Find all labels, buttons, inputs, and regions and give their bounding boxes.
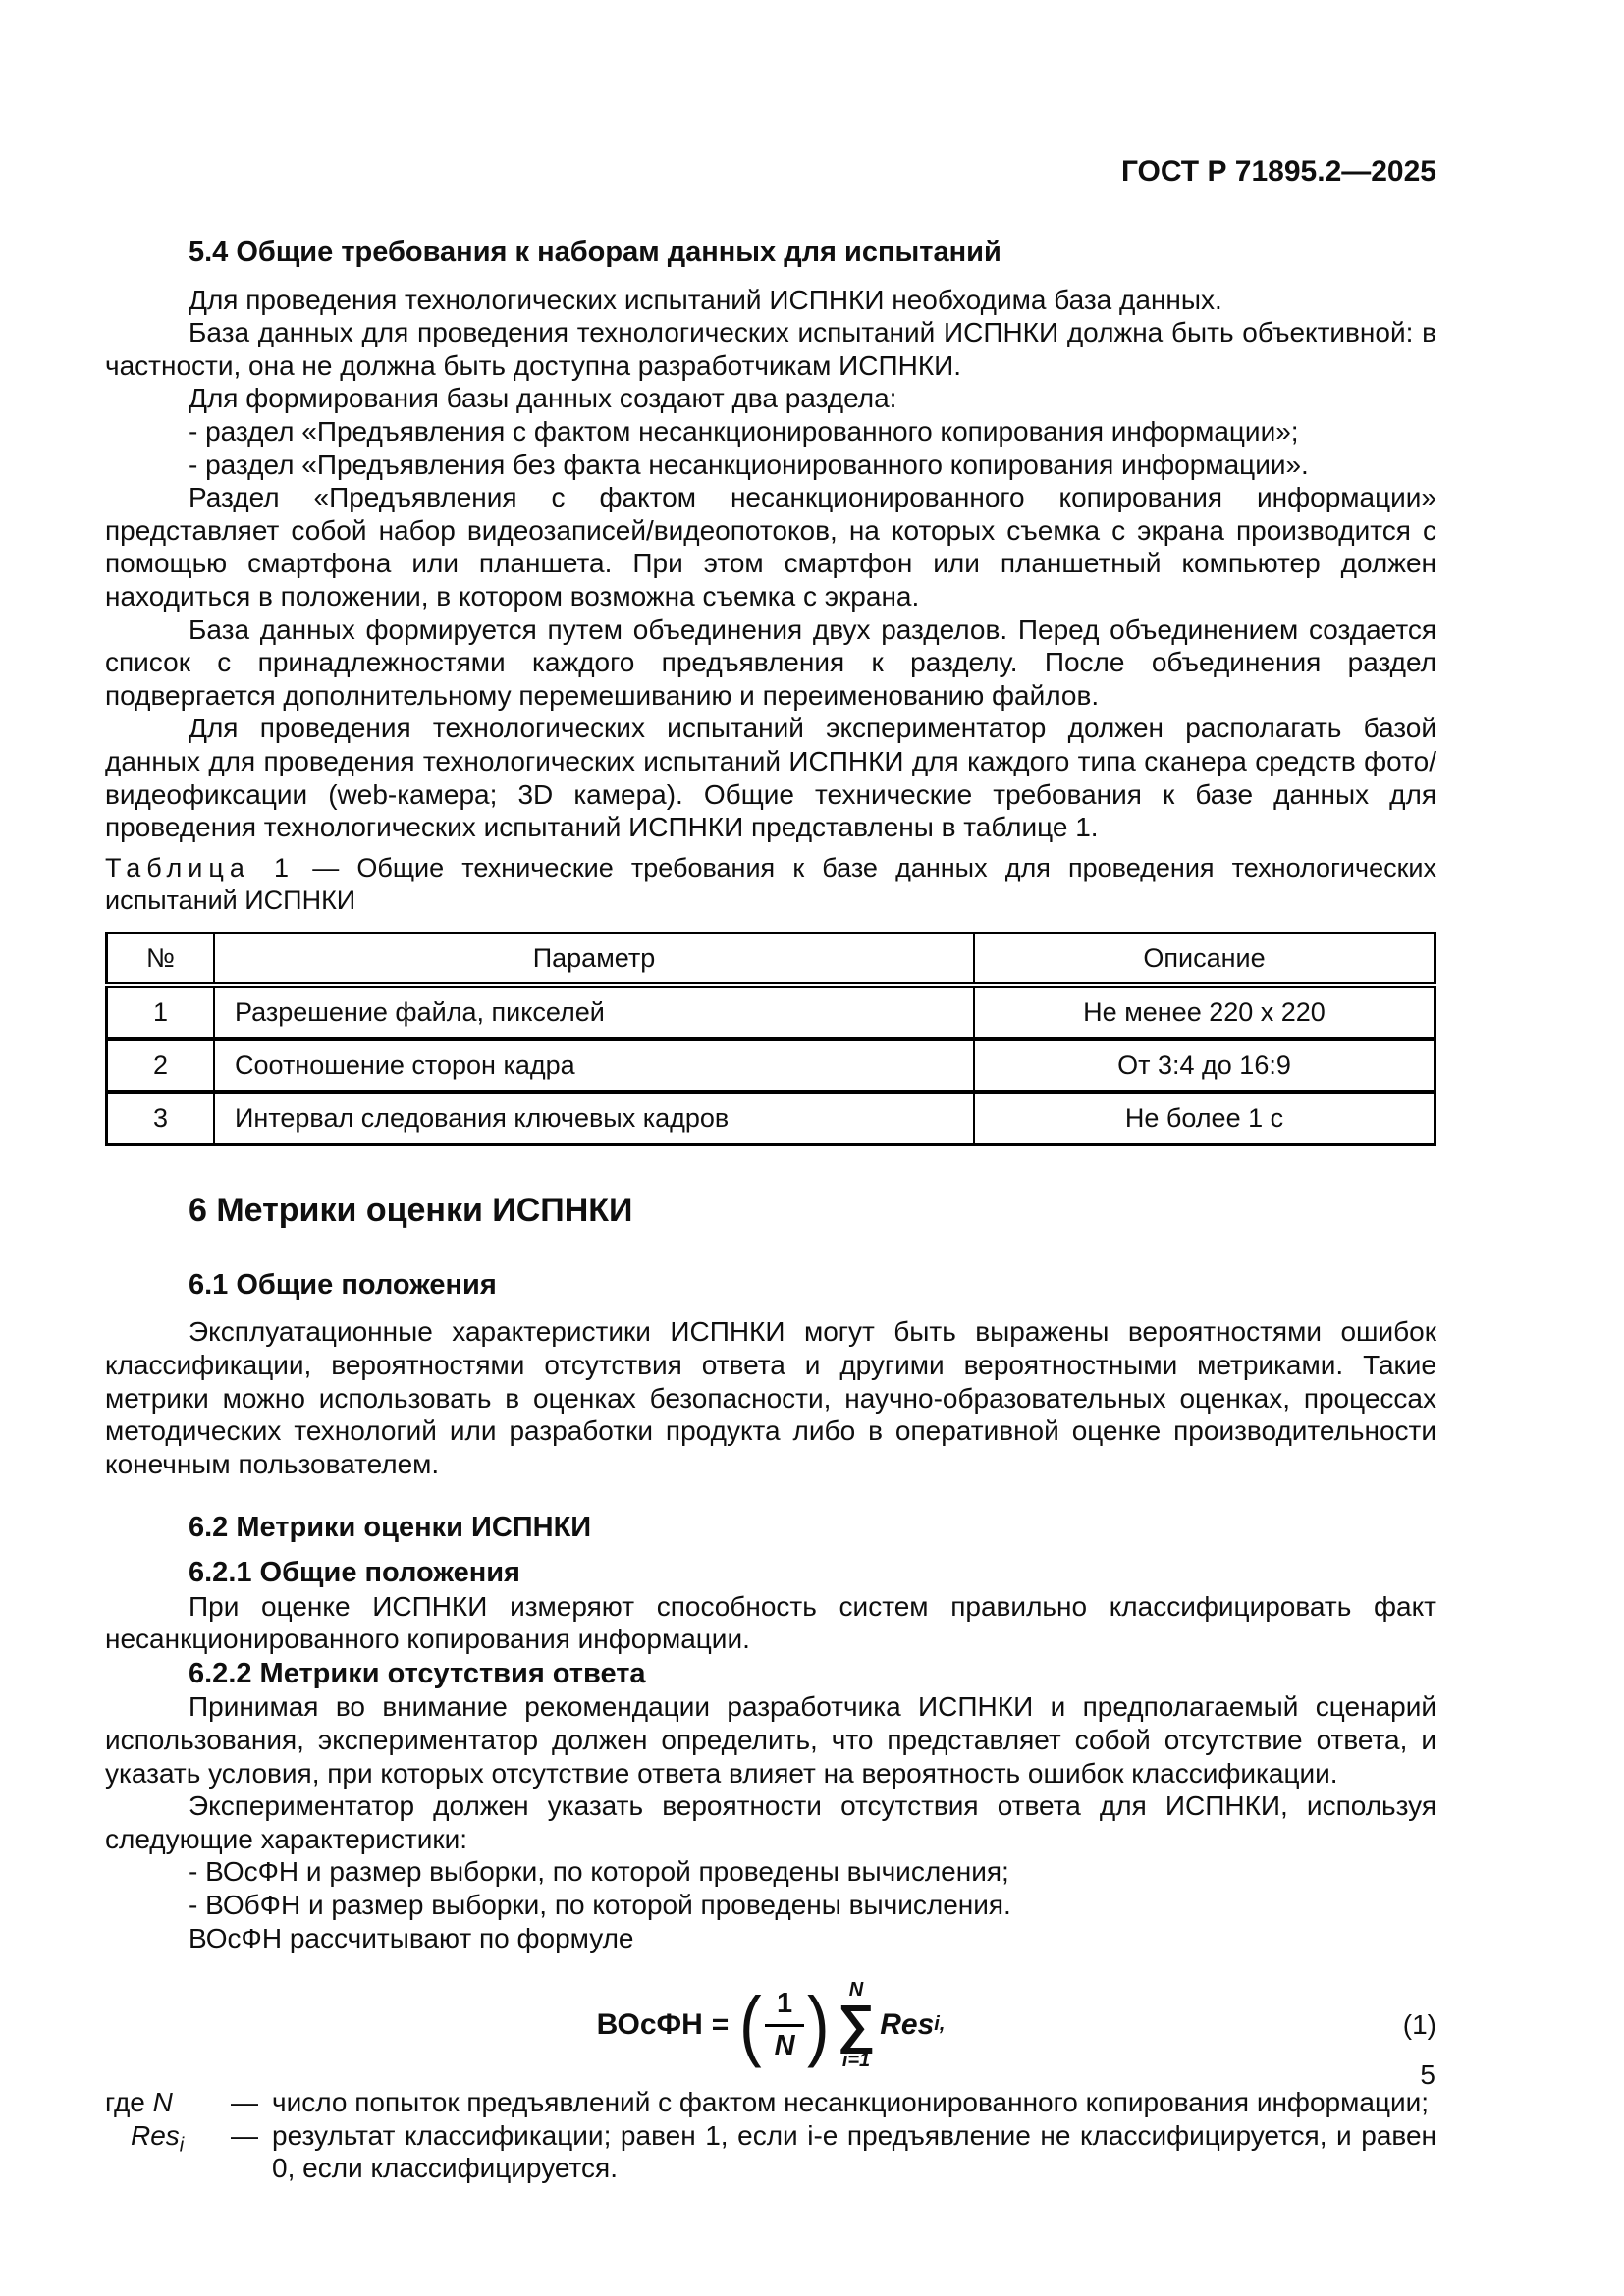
- paragraph: Экспериментатор должен указать вероятности отсутствия ответа для ИСПНКИ, используя следующие характеристики:: [105, 1790, 1436, 1854]
- section-5-4-title: 5.4 Общие требования к наборам данных для испытаний: [189, 237, 1001, 268]
- cell-param: Соотношение сторон кадра: [214, 1039, 974, 1092]
- table-caption: [105, 852, 1436, 918]
- page-number: 5: [1420, 2059, 1435, 2090]
- paragraph: Для формирования базы данных создают два раздела:: [189, 383, 897, 414]
- formula-paren-close: ): [807, 1981, 830, 2069]
- table-caption-label: Таблица 1: [105, 852, 296, 882]
- table-header-num: №: [107, 933, 215, 985]
- paragraph: Эксплуатационные характеристики ИСПНКИ могут быть выражены вероятностями ошибок классификации, вероятностями отсутствия ответа и другими вероятностными метриками. Такие метрики можно использовать в оценках безопасности, научно-образовательных оценках, процессах методических технологий или разработки продукта либо в оперативной оценке производительности конечным пользователем.: [105, 1316, 1436, 1479]
- fraction-numerator: 1: [765, 1988, 804, 2026]
- fraction-denominator: N: [774, 2029, 795, 2061]
- cell-param: Разрешение файла, пикселей: [214, 985, 974, 1039]
- sum-upper-limit: N: [848, 1979, 864, 2002]
- cell-desc: Не менее 220 x 220: [974, 985, 1435, 1039]
- requirements-table: [105, 932, 1436, 1146]
- cell-num: 1: [107, 985, 215, 1039]
- where-symbol: N: [152, 2087, 173, 2118]
- where-symbol-subscript: i: [179, 2134, 185, 2157]
- table-caption-text: — Общие технические требования к базе данных для проведения технологических испытаний ИСПНКИ: [105, 852, 1436, 916]
- where-dash: —: [231, 2087, 258, 2118]
- formula-paren-open: (: [739, 1981, 762, 2069]
- formula-number: (1): [1402, 2009, 1436, 2041]
- cell-num: 2: [107, 1039, 215, 1092]
- formula-1: [105, 1980, 1436, 2070]
- paragraph: Для проведения технологических испытаний экспериментатор должен располагать базой данных для проведения технологических испытаний ИСПНКИ для каждого типа сканера средств фото/видеофиксации (web-камера; 3D камера). Общие технические требования к базе данных для проведения технологических испытаний ИСПНКИ представлены в таблице 1.: [105, 713, 1436, 843]
- formula-equals: =: [711, 2008, 730, 2042]
- cell-num: 3: [107, 1092, 215, 1145]
- section-6-title: 6 Метрики оценки ИСПНКИ: [189, 1191, 633, 1229]
- sum-lower-limit: i=1: [841, 2050, 871, 2072]
- formula-fraction: [765, 1988, 804, 2062]
- paragraph: Принимая во внимание рекомендации разработчика ИСПНКИ и предполагаемый сценарий использования, экспериментатор должен определить, что представляет собой отсутствие ответа, и указать условия, при которых отсутствие ответа влияет на вероятность ошибок классификации.: [105, 1691, 1436, 1789]
- cell-param: Интервал следования ключевых кадров: [214, 1092, 974, 1145]
- list-item: - раздел «Предъявления с фактом несанкционированного копирования информации»;: [189, 415, 1299, 447]
- sigma-symbol: ∑: [837, 1995, 876, 2055]
- where-definition-row: [105, 2119, 1436, 2185]
- formula-expression: [105, 1980, 1436, 2070]
- list-item: - ВОбФН и размер выборки, по которой проведены вычисления.: [189, 1889, 1011, 1920]
- table-row: [107, 1039, 1435, 1092]
- page-content: [105, 0, 1436, 2185]
- section-6-2-1-title: 6.2.1 Общие положения: [189, 1557, 520, 1589]
- where-term: [105, 2086, 231, 2119]
- paragraph: Раздел «Предъявления с фактом несанкционированного копирования информации» представляет собой набор видеозаписей/видеопотоков, на которых съемка с экрана производится с помощью смартфона или планшета. При этом смартфон или планшетный компьютер должен находиться в положении, в котором возможна съемка с экрана.: [105, 482, 1436, 612]
- where-dash: —: [231, 2119, 258, 2151]
- formula-sum: [838, 1980, 876, 2070]
- paragraph: При оценке ИСПНКИ измеряют способность систем правильно классифицировать факт несанкционированного копирования информации.: [105, 1590, 1436, 1655]
- paragraph: ВОсФН рассчитывают по формуле: [189, 1922, 634, 1953]
- list-item: - раздел «Предъявления без факта несанкционированного копирования информации».: [189, 449, 1309, 480]
- where-definition: результат классификации; равен 1, если i-е предъявление не классифицируется, и равен 0, если классифицируется.: [272, 2119, 1436, 2184]
- table-header-param: Параметр: [214, 933, 974, 985]
- paragraph: База данных для проведения технологических испытаний ИСПНКИ должна быть объективной: в частности, она не должна быть доступна разработчикам ИСПНКИ.: [105, 317, 1436, 381]
- cell-desc: Не более 1 с: [974, 1092, 1435, 1145]
- table-row: [107, 1092, 1435, 1145]
- section-6-2-2-title: 6.2.2 Метрики отсутствия ответа: [189, 1657, 646, 1689]
- doc-number-header: ГОСТ Р 71895.2—2025: [1120, 155, 1436, 187]
- section-6-1-title: 6.1 Общие положения: [189, 1268, 497, 1301]
- where-symbol: Res: [131, 2119, 180, 2151]
- table-header-desc: Описание: [974, 933, 1435, 985]
- table-row: [107, 985, 1435, 1039]
- formula-lhs: ВОсФН: [596, 2008, 703, 2042]
- where-term: [105, 2119, 231, 2185]
- paragraph: Для проведения технологических испытаний ИСПНКИ необходима база данных.: [189, 284, 1222, 315]
- table-header-row: [107, 933, 1435, 985]
- where-intro: где: [105, 2087, 145, 2118]
- where-definition: число попыток предъявлений с фактом несанкционированного копирования информации;: [272, 2087, 1430, 2118]
- paragraph: База данных формируется путем объединения двух разделов. Перед объединением создается список с принадлежностями каждого предъявления к разделу. После объединения раздел подвергается дополнительному перемешиванию и переименованию файлов.: [105, 614, 1436, 711]
- list-item: - ВОсФН и размер выборки, по которой проведены вычисления;: [189, 1856, 1009, 1888]
- section-6-2-title: 6.2 Метрики оценки ИСПНКИ: [189, 1512, 592, 1544]
- formula-body: Res: [880, 2008, 935, 2042]
- where-definition-row: [105, 2086, 1436, 2119]
- formula-body-subscript: i,: [934, 2013, 946, 2036]
- cell-desc: От 3:4 до 16:9: [974, 1039, 1435, 1092]
